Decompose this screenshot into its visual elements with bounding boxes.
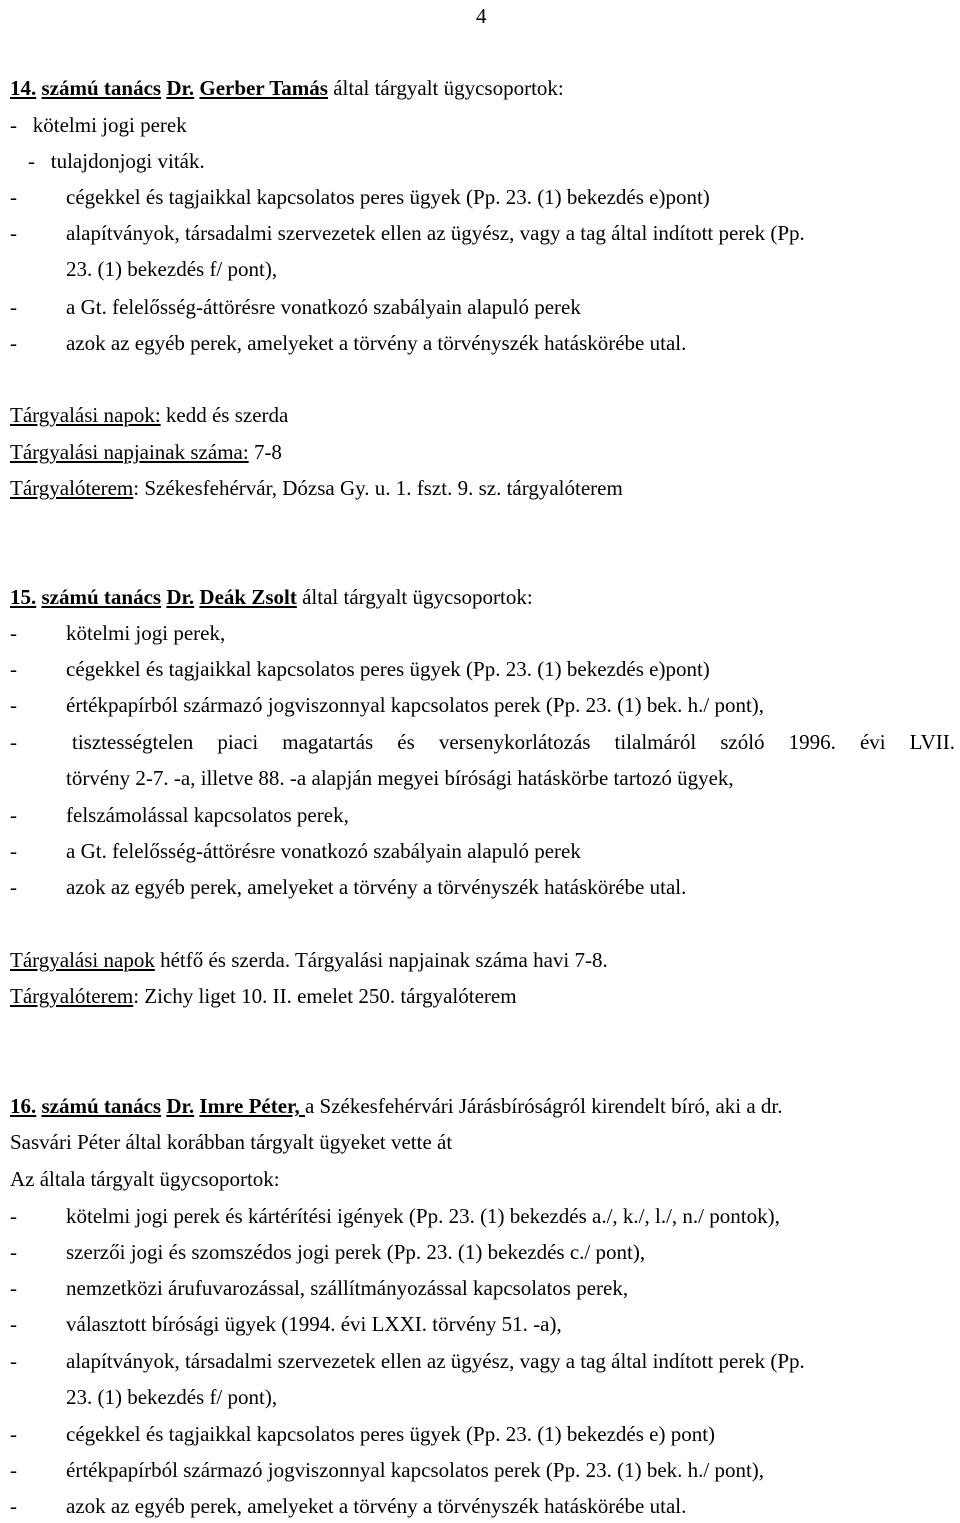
- list-item: - kötelmi jogi perek: [10, 113, 187, 137]
- heading-rest: által tárgyalt ügycsoportok:: [296, 585, 533, 609]
- courtroom: Tárgyalóterem: Székesfehérvár, Dózsa Gy. u. 1. fszt. 9. sz. tárgyalóterem: [10, 476, 623, 500]
- list-item: - tisztességtelen piaci magatartás és versenykorlátozás tilalmáról szóló 1996. évi LVII.: [10, 730, 955, 754]
- section-15-heading: [10, 585, 533, 609]
- section-label: számú tanács: [41, 76, 162, 100]
- list-item: - kötelmi jogi perek és kártérítési igények (Pp. 23. (1) bekezdés a./, k./, l./, n./ pontok),: [10, 1204, 780, 1228]
- section-num: 16.: [10, 1094, 37, 1118]
- section-num: 14.: [10, 76, 37, 100]
- heading-rest: a Székesfehérvári Járásbíróságról kirendelt bíró, aki a dr.: [304, 1094, 783, 1118]
- subheading: Az általa tárgyalt ügycsoportok:: [10, 1167, 280, 1191]
- judge-title: Dr.: [166, 1094, 195, 1118]
- courtroom: Tárgyalóterem: Zichy liget 10. II. emelet 250. tárgyalóterem: [10, 984, 517, 1008]
- list-item: - azok az egyéb perek, amelyeket a törvény a törvényszék hatáskörébe utal.: [10, 1494, 687, 1518]
- section-num: 15.: [10, 585, 37, 609]
- hearing-days-count: Tárgyalási napjainak száma: 7-8: [10, 440, 282, 464]
- list-item-continued: 23. (1) bekezdés f/ pont),: [66, 257, 278, 281]
- section-label: számú tanács: [41, 1094, 162, 1118]
- page-number: 4: [476, 4, 487, 28]
- list-item: - azok az egyéb perek, amelyeket a törvény a törvényszék hatáskörébe utal.: [10, 875, 687, 899]
- list-item: - kötelmi jogi perek,: [10, 621, 226, 645]
- list-item: - cégekkel és tagjaikkal kapcsolatos peres ügyek (Pp. 23. (1) bekezdés e)pont): [10, 657, 710, 681]
- list-item: - a Gt. felelősség-áttörésre vonatkozó szabályain alapuló perek: [10, 839, 581, 863]
- hearing-days: Tárgyalási napok: kedd és szerda: [10, 403, 289, 427]
- section-label: számú tanács: [41, 585, 162, 609]
- list-item-continued: törvény 2-7. -a, illetve 88. -a alapján megyei bírósági hatáskörbe tartozó ügyek,: [66, 766, 734, 790]
- list-item: - a Gt. felelősség-áttörésre vonatkozó szabályain alapuló perek: [10, 295, 581, 319]
- heading-continued: Sasvári Péter által korábban tárgyalt ügyeket vette át: [10, 1130, 453, 1154]
- hearing-days: Tárgyalási napok hétfő és szerda. Tárgyalási napjainak száma havi 7-8.: [10, 948, 608, 972]
- list-item: - azok az egyéb perek, amelyeket a törvény a törvényszék hatáskörébe utal.: [10, 331, 687, 355]
- section-16-heading: [10, 1094, 783, 1118]
- list-item: - választott bírósági ügyek (1994. évi LXXI. törvény 51. -a),: [10, 1312, 562, 1336]
- judge-title: Dr.: [166, 76, 195, 100]
- judge-name: Deák Zsolt: [199, 585, 297, 609]
- heading-rest: által tárgyalt ügycsoportok:: [327, 76, 564, 100]
- judge-title: Dr.: [166, 585, 195, 609]
- list-item: - tulajdonjogi viták.: [28, 149, 205, 173]
- list-item: - alapítványok, társadalmi szervezetek ellen az ügyész, vagy a tag által indított perek (Pp.: [10, 1349, 805, 1373]
- list-item: - alapítványok, társadalmi szervezetek ellen az ügyész, vagy a tag által indított perek (Pp.: [10, 221, 805, 245]
- section-14-heading: [10, 76, 564, 100]
- list-item: - felszámolással kapcsolatos perek,: [10, 803, 349, 827]
- judge-name: Gerber Tamás: [199, 76, 328, 100]
- list-item: - nemzetközi árufuvarozással, szállítmányozással kapcsolatos perek,: [10, 1276, 629, 1300]
- judge-name: Imre Péter,: [199, 1094, 305, 1118]
- list-item: - szerzői jogi és szomszédos jogi perek (Pp. 23. (1) bekezdés c./ pont),: [10, 1240, 646, 1264]
- list-item: - cégekkel és tagjaikkal kapcsolatos peres ügyek (Pp. 23. (1) bekezdés e) pont): [10, 1422, 716, 1446]
- list-item: - értékpapírból származó jogviszonnyal kapcsolatos perek (Pp. 23. (1) bek. h./ pont),: [10, 1458, 765, 1482]
- list-item: - értékpapírból származó jogviszonnyal kapcsolatos perek (Pp. 23. (1) bek. h./ pont),: [10, 693, 765, 717]
- list-item-continued: 23. (1) bekezdés f/ pont),: [66, 1385, 278, 1409]
